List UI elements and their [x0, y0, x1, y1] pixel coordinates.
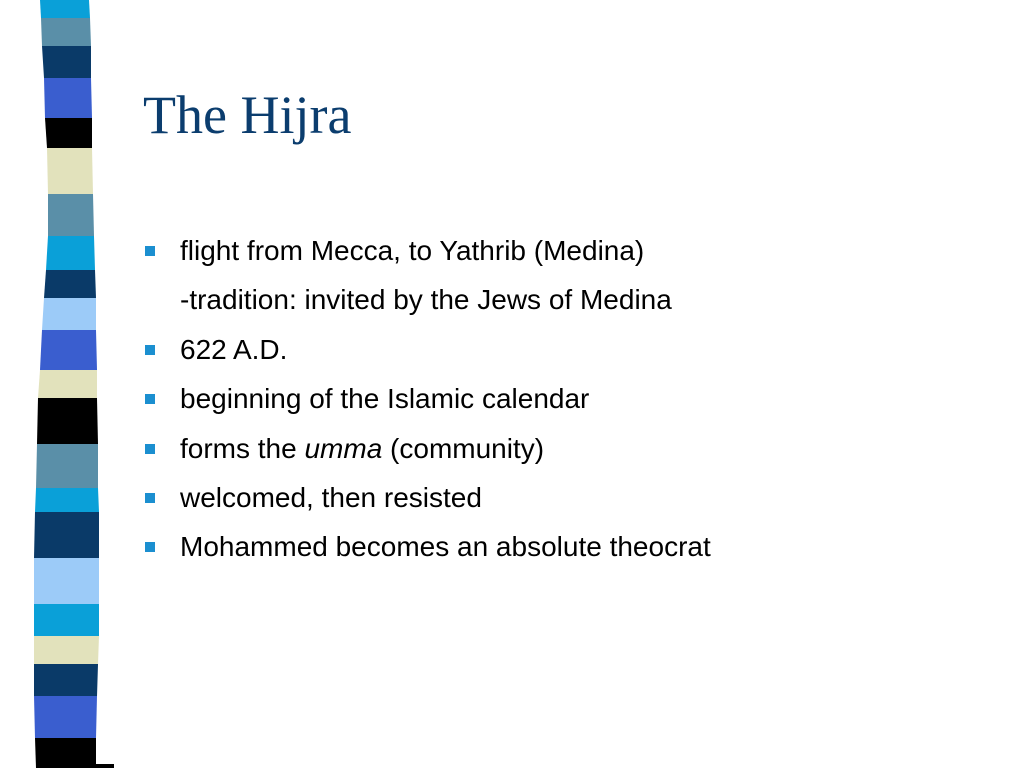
stripe-segment: [36, 444, 98, 488]
text-segment: forms the: [180, 432, 305, 464]
stripe-segment: [42, 46, 91, 78]
stripe-segment: [44, 270, 96, 298]
square-bullet-icon: [145, 493, 155, 503]
list-item-text: welcomed, then resisted: [180, 481, 482, 513]
square-bullet-icon: [145, 444, 155, 454]
square-bullet-icon: [145, 394, 155, 404]
list-item: [143, 325, 1003, 374]
square-bullet-icon: [145, 542, 155, 552]
stripe-segment: [37, 398, 98, 444]
stripe-segment: [34, 558, 99, 604]
text-segment: (community): [382, 432, 545, 464]
stripe-segment: [35, 488, 99, 512]
list-item: [143, 424, 1003, 473]
list-item-text: 622 A.D.: [180, 333, 288, 365]
list-item: [143, 522, 1003, 571]
stripe-segment: [41, 18, 91, 46]
stripe-segment: [40, 330, 97, 370]
list-item-text: flight from Mecca, to Yathrib (Medina): [180, 235, 645, 266]
list-item-text: -tradition: invited by the Jews of Medina: [180, 284, 672, 316]
square-bullet-icon: [145, 246, 155, 256]
stripe-segment: [34, 664, 98, 696]
stripe-base-line: [36, 764, 114, 768]
list-item: [143, 226, 1003, 275]
list-item: [143, 473, 1003, 522]
stripe-segment: [34, 636, 99, 664]
list-item-text: [180, 424, 544, 473]
decorative-stripe-border: [0, 0, 130, 768]
stripe-segment: [44, 78, 92, 118]
stripe-segment: [47, 148, 93, 194]
square-bullet-icon: [145, 345, 155, 355]
slide-title: The Hijra: [143, 85, 352, 145]
list-item-text: beginning of the Islamic calendar: [180, 383, 590, 415]
stripe-segment: [40, 0, 90, 18]
list-item-text: Mohammed becomes an absolute theocrat: [180, 531, 711, 563]
stripe-segment: [38, 370, 97, 398]
stripe-segment: [34, 696, 97, 738]
list-item-continuation: [143, 275, 1003, 324]
stripe-segment: [45, 118, 92, 148]
stripe-segment: [34, 512, 99, 558]
stripe-segment: [42, 298, 96, 330]
stripe-segment: [34, 604, 99, 636]
list-item: [143, 374, 1003, 423]
emphasized-term: umma: [304, 432, 383, 464]
stripe-segment: [35, 738, 96, 768]
stripe-segment: [48, 194, 94, 236]
bullet-list: [143, 226, 1003, 572]
stripe-segment: [46, 236, 95, 270]
